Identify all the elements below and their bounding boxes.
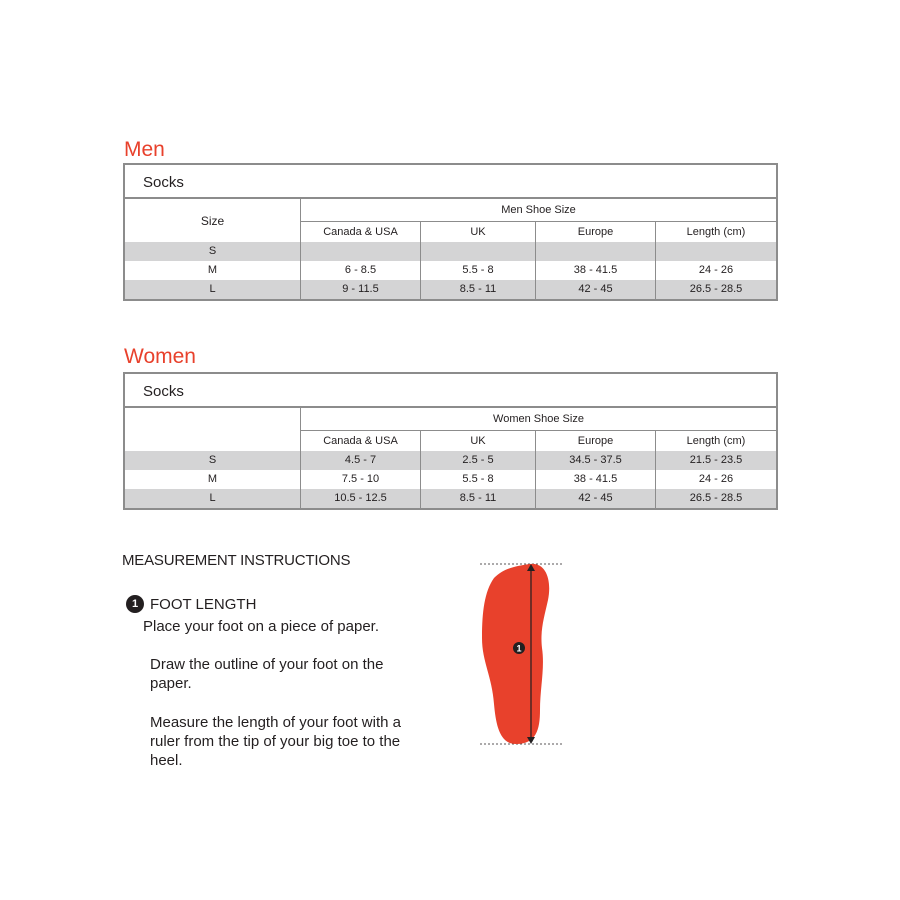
women-row-m-size: M [125,470,301,489]
men-col-length: Length (cm) [686,226,746,238]
diagram-marker-label: 1 [516,643,522,654]
foot-shape [482,564,549,744]
instruction-paragraph: Measure the length of your foot with a ruler from the tip of your big toe to the heel. [150,714,401,769]
step-title: FOOT LENGTH [150,595,257,613]
women-row-l-size: L [125,489,301,508]
men-row-s-size: S [125,242,301,261]
men-row-s-europe [536,242,656,261]
step-number-badge: 1 [126,595,144,613]
men-row-l-uk: 8.5 - 11 [421,280,536,299]
women-product-header [125,374,776,408]
men-section-title: Men [124,138,165,161]
women-row-s-length: 21.5 - 23.5 [656,451,776,470]
men-size-header: Size [125,199,301,242]
men-row-s-length [656,242,776,261]
men-col-europe: Europe [536,222,656,242]
women-row-s-europe: 34.5 - 37.5 [536,451,656,470]
men-row-l-canada-usa: 9 - 11.5 [301,280,421,299]
men-size-table [123,163,778,301]
men-group-header: Men Shoe Size [301,199,776,222]
men-row-l-size: L [125,280,301,299]
women-col-uk: UK [421,431,536,451]
women-section-title: Women [124,345,196,368]
men-row-m-length: 24 - 26 [698,264,734,276]
men-row-m-europe: 38 - 41.5 [536,261,656,280]
women-row-m-europe: 38 - 41.5 [536,470,656,489]
step-heading [126,595,256,613]
women-row-l-canada-usa: 10.5 - 12.5 [301,489,421,508]
women-row-s-uk: 2.5 - 5 [421,451,536,470]
women-row-m-canada-usa: 7.5 - 10 [301,470,421,489]
women-row-l-length: 26.5 - 28.5 [656,489,776,508]
women-group-header: Women Shoe Size [301,408,776,431]
women-col-canada-usa: Canada & USA [301,431,421,451]
instruction-paragraph: Place your foot on a piece of paper. [143,618,379,635]
women-size-header [125,408,301,451]
men-product-header [125,165,776,199]
women-col-europe: Europe [536,431,656,451]
men-row-s-uk [421,242,536,261]
men-row-l-europe: 42 - 45 [536,280,656,299]
instruction-paragraph: Draw the outline of your foot on the paper. [150,656,384,692]
men-row-l-length: 26.5 - 28.5 [656,280,776,299]
women-row-l-uk: 8.5 - 11 [421,489,536,508]
men-row-m-uk: 5.5 - 8 [421,261,536,280]
men-product-label: Socks [143,174,184,191]
women-product-label: Socks [143,383,184,400]
measurement-instructions-title: MEASUREMENT INSTRUCTIONS [122,552,351,569]
women-row-m-uk: 5.5 - 8 [421,470,536,489]
men-col-uk: UK [421,222,536,242]
women-row-s-size: S [125,451,301,470]
women-row-m-length: 24 - 26 [698,473,734,485]
women-col-length: Length (cm) [686,435,746,447]
foot-outline-diagram [470,558,570,750]
men-col-canada-usa: Canada & USA [301,222,421,242]
men-row-m-canada-usa: 6 - 8.5 [301,261,421,280]
women-row-s-canada-usa: 4.5 - 7 [301,451,421,470]
women-size-table [123,372,778,510]
women-row-l-europe: 42 - 45 [536,489,656,508]
men-row-m-size: M [125,261,301,280]
men-row-s-canada-usa [301,242,421,261]
